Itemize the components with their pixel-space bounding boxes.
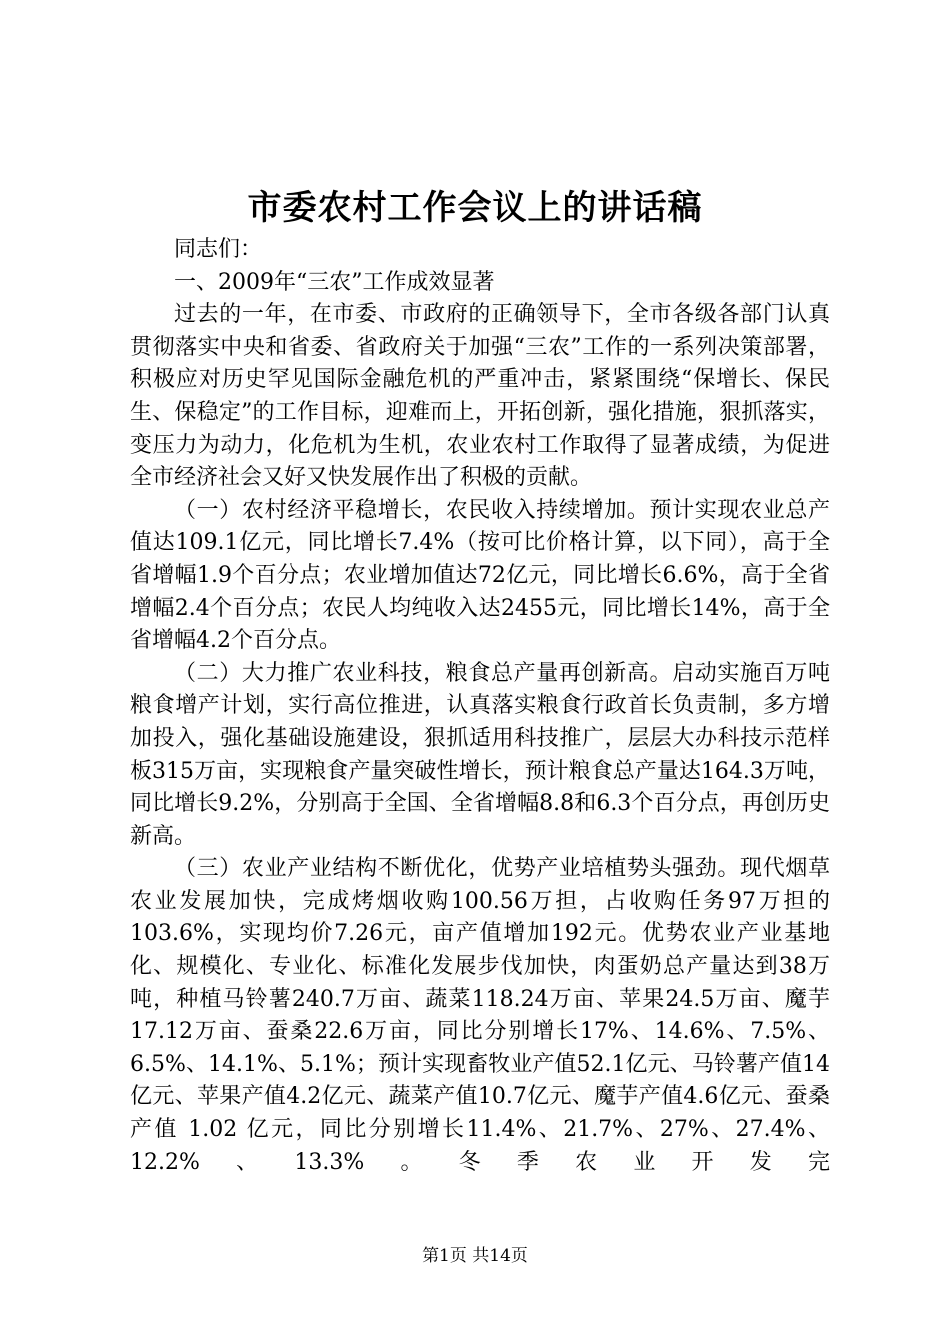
paragraph-intro: 过去的一年，在市委、市政府的正确领导下，全市各级各部门认真贯彻落实中央和省委、省政府关于加强“三农”工作的一系列决策部署，积极应对历史罕见国际金融危机的严重冲击，紧紧围绕“保增长、保民生、保稳定”的工作目标，迎难而上，开拓创新，强化措施，狠抓落实，变压力为动力，化危机为生机，农业农村工作取得了显著成绩，为促进全市经济社会又好又快发展作出了积极的贡献。 (130, 302, 830, 491)
paragraph-item-3: （三）农业产业结构不断优化，优势产业培植势头强劲。现代烟草农业发展加快，完成烤烟收购100.56万担，占收购任务97万担的103.6%，实现均价7.26元，亩产值增加192元。优势农业产业基地化、规模化、专业化、标准化发展步伐加快，肉蛋奶总产量达到38万吨，种植马铃薯240.7万亩、蔬菜118.24万亩、苹果24.5万亩、魔芋17.12万亩、蚕桑22.6万亩，同比分别增长17%、14.6%、7.5%、6.5%、14.1%、5.1%；预计实现畜牧业产值52.1亿元、马铃薯产值14亿元、苹果产值4.2亿元、蔬菜产值10.7亿元、魔芋产值4.6亿元、蚕桑产值 1.02 亿元，同比分别增长11.4%、21.7%、27%、27.4%、12.2%、13.3%。冬季农业开发完 (130, 856, 830, 1175)
salutation: 同志们： (174, 237, 263, 262)
paragraph-item-2: （二）大力推广农业科技，粮食总产量再创新高。启动实施百万吨粮食增产计划，实行高位推进，认真落实粮食行政首长负责制，多方增加投入，强化基础设施建设，狠抓适用科技推广，层层大办科技示范样板315万亩，实现粮食产量突破性增长，预计粮食总产量达164.3万吨，同比增长9.2%，分别高于全国、全省增幅8.8和6.3个百分点，再创历史新高。 (130, 660, 830, 849)
paragraph-item-1: （一）农村经济平稳增长，农民收入持续增加。预计实现农业总产值达109.1亿元，同比增长7.4%（按可比价格计算，以下同），高于全省增幅1.9个百分点；农业增加值达72亿元，同比增长6.6%，高于全省增幅2.4个百分点；农民人均纯收入达2455元，同比增长14%，高于全省增幅4.2个百分点。 (130, 497, 830, 654)
document-body (130, 234, 830, 1179)
page-footer: 第1页 共14页 (422, 1246, 528, 1266)
section-heading: 一、2009年“三农”工作成效显著 (174, 269, 495, 295)
document-title: 市委农村工作会议上的讲话稿 (247, 188, 703, 228)
